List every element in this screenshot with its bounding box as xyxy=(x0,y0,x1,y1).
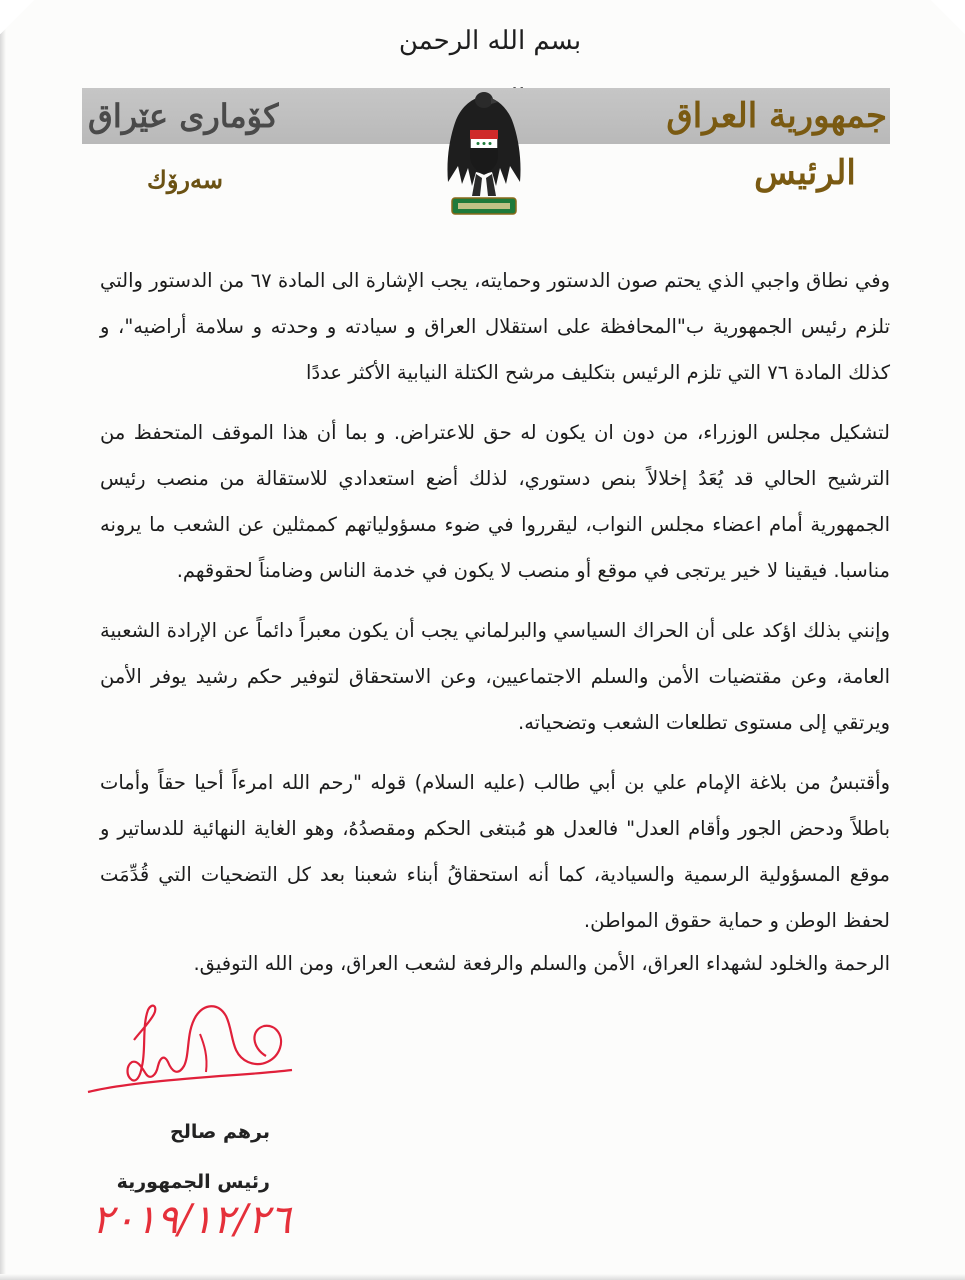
basmala-calligraphy: بسم الله الرحمن xyxy=(398,26,582,56)
country-title-arabic: جمهورية العراق xyxy=(666,96,887,136)
paper-shadow-bottom xyxy=(0,1274,965,1280)
office-title-arabic: الرئيس xyxy=(754,153,856,193)
handwritten-signature xyxy=(80,992,295,1104)
office-title-kurdish: سەرۆك xyxy=(147,165,223,194)
body-paragraph: وأقتبسُ من بلاغة الإمام علي بن أبي طالب (عليه السلام) قوله "رحم الله امرءاً أحيا حقاً وأمات باطلاً ودحض الجور وأقام العدل" فالعدل هو مُبتغى الحكم ومقصدُهُ، وهو الغاية النهائية للدساتير و موقع المسؤولية الرسمية والسيادية، كما أنه استحقاقُ أبناء شعبنا بعد كل التضحيات التي قُدِّمَت لحفظ الوطن و حماية حقوق المواطن. xyxy=(100,771,890,932)
country-title-kurdish: كۆمارى عێراق xyxy=(88,97,279,135)
folded-corner-right xyxy=(931,0,965,34)
signatory-title: رئيس الجمهورية xyxy=(116,1171,270,1193)
paper-shadow-left xyxy=(0,0,6,1280)
signatory-name: برهم صالح xyxy=(170,1121,270,1143)
body-paragraph: وإنني بذلك اؤكد على أن الحراك السياسي والبرلماني يجب أن يكون معبراً دائماً عن الإرادة الشعبية العامة، وعن مقتضيات الأمن والسلم الاجتماعيين، وعن الاستحقاق لتوفير حكم رشيد يوفر الأمن ويرتقي إلى مستوى تطلعات الشعب وتضحياته. xyxy=(100,619,890,734)
body-paragraph: وفي نطاق واجبي الذي يحتم صون الدستور وحمايته، يجب الإشارة الى المادة ٦٧ من الدستور والتي تلزم رئيس الجمهورية ب"المحافظة على استقلال العراق و سيادته و وحدته و سلامة أراضيه"، و كذلك المادة ٧٦ التي تلزم الرئيس بتكليف مرشح الكتلة النيابية الأكثر عددًا xyxy=(100,269,890,384)
handwritten-date: ٢٠١٩/١٢/٢٦ xyxy=(92,1197,291,1243)
folded-corner-left xyxy=(0,0,34,34)
eagle-emblem-icon xyxy=(442,86,526,226)
closing-line: الرحمة والخلود لشهداء العراق، الأمن والسلم والرفعة لشعب العراق، ومن الله التوفيق. xyxy=(193,952,890,975)
body-paragraph: لتشكيل مجلس الوزراء، من دون ان يكون له حق للاعتراض. و بما أن هذا الموقف المتحفظ من الترشيح الحالي قد يُعَدُ إخلالاً بنص دستوري، لذلك أضع استعدادي للاستقالة من منصب رئيس الجمهورية أمام اعضاء مجلس النواب، ليقرروا في ضوء مسؤولياتهم كممثلين عن الشعب ما يرونه مناسبا. فيقينا لا خير يرتجى في موقع أو منصب لا يكون في خدمة الناس وضامناً لحقوقهم. xyxy=(100,421,890,582)
letter-body xyxy=(100,258,890,958)
